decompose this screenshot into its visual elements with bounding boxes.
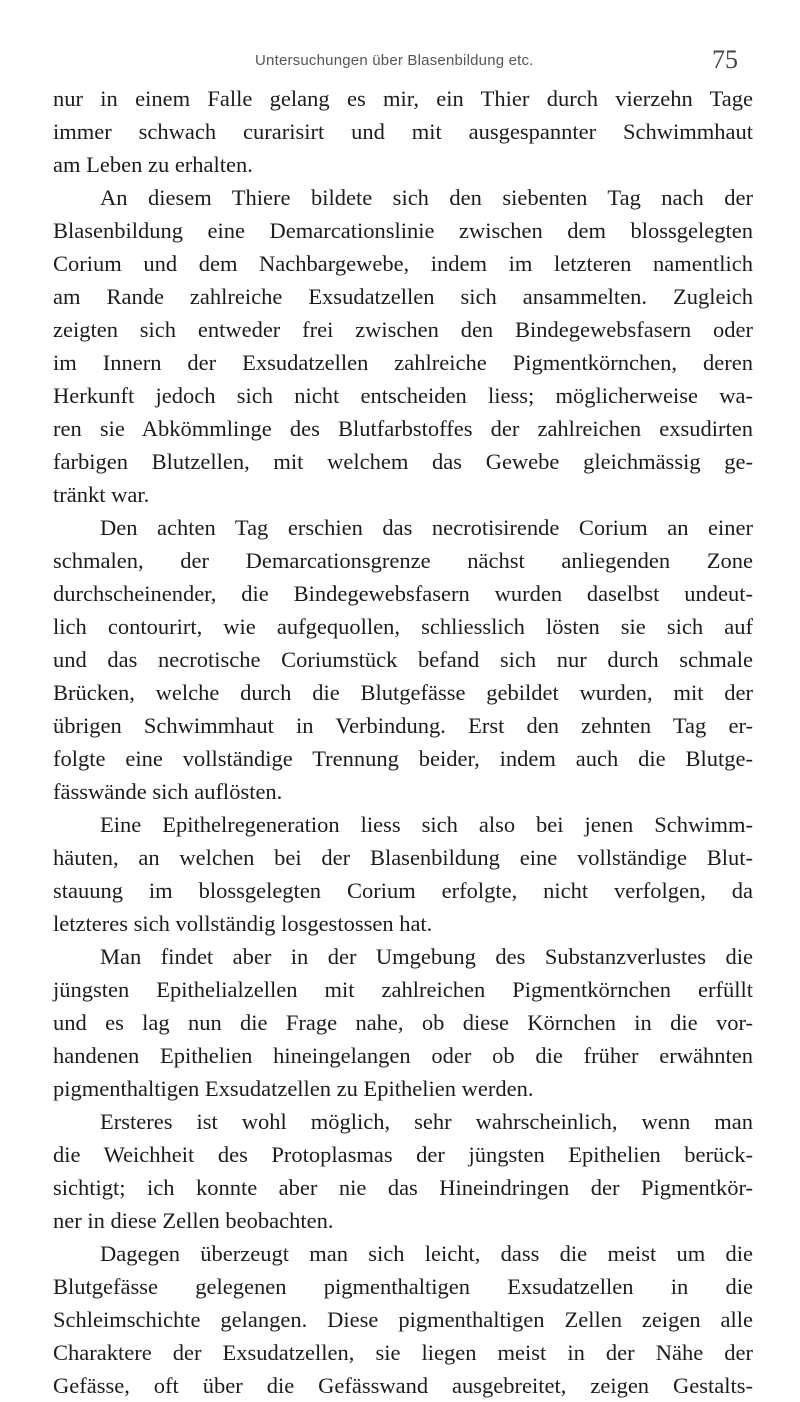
text-line: An diesem Thiere bildete sich den siebenten Tag nach der [100,185,753,210]
text-line: übrigen Schwimmhaut in Verbindung. Erst den zehnten Tag er- [53,713,753,738]
text-line: letzteres sich vollständig losgestossen hat. [53,911,433,936]
text-line: häuten, an welchen bei der Blasenbildung eine vollständige Blut- [53,845,753,870]
text-line: durchscheinender, die Bindegewebsfasern wurden daselbst undeut- [53,581,753,606]
text-line: Corium und dem Nachbargewebe, indem im letzteren namentlich [53,251,753,276]
text-line: und das necrotische Coriumstück befand sich nur durch schmale [53,647,753,672]
text-line: Herkunft jedoch sich nicht entscheiden liess; möglicherweise wa- [53,383,753,408]
text-line: ner in diese Zellen beobachten. [53,1208,334,1233]
running-head: Untersuchungen über Blasenbildung etc. [255,52,534,69]
text-line: stauung im blossgelegten Corium erfolgte, nicht verfolgen, da [53,878,753,903]
text-line: ren sie Abkömmlinge des Blutfarbstoffes der zahlreichen exsudirten [53,416,753,441]
text-line: lich contourirt, wie aufgequollen, schliesslich lösten sie sich auf [53,614,753,639]
text-line: jüngsten Epithelialzellen mit zahlreichen Pigmentkörnchen erfüllt [53,977,753,1002]
page-header [0,45,800,78]
text-line: Man findet aber in der Umgebung des Substanzverlustes die [100,944,753,969]
text-line: Charaktere der Exsudatzellen, sie liegen meist in der Nähe der [53,1340,753,1365]
text-line: immer schwach curarisirt und mit ausgespannter Schwimmhaut [53,119,753,144]
text-line: am Leben zu erhalten. [53,152,253,177]
text-line: tränkt war. [53,482,150,507]
text-line: schmalen, der Demarcationsgrenze nächst anliegenden Zone [53,548,753,573]
text-line: fässwände sich auflösten. [53,779,283,804]
body-text [53,82,753,1402]
text-line: im Innern der Exsudatzellen zahlreiche Pigmentkörnchen, deren [53,350,753,375]
text-line: Gefässe, oft über die Gefässwand ausgebreitet, zeigen Gestalts- [53,1373,753,1398]
page-number: 75 [712,45,738,74]
text-line: Blutgefässe gelegenen pigmenthaltigen Exsudatzellen in die [53,1274,753,1299]
text-line: die Weichheit des Protoplasmas der jüngsten Epithelien berück- [53,1142,753,1167]
text-line: Den achten Tag erschien das necrotisirende Corium an einer [100,515,753,540]
text-line: Brücken, welche durch die Blutgefässe gebildet wurden, mit der [53,680,753,705]
text-line: folgte eine vollständige Trennung beider, indem auch die Blutge- [53,746,753,771]
text-line: und es lag nun die Frage nahe, ob diese Körnchen in die vor- [53,1010,753,1035]
text-line: handenen Epithelien hineingelangen oder ob die früher erwähnten [53,1043,753,1068]
text-line: am Rande zahlreiche Exsudatzellen sich ansammelten. Zugleich [53,284,753,309]
text-line: Dagegen überzeugt man sich leicht, dass die meist um die [100,1241,753,1266]
text-line: Ersteres ist wohl möglich, sehr wahrscheinlich, wenn man [100,1109,753,1134]
text-line: Schleimschichte gelangen. Diese pigmenthaltigen Zellen zeigen alle [53,1307,753,1332]
text-line: Eine Epithelregeneration liess sich also bei jenen Schwimm- [100,812,753,837]
text-line: Blasenbildung eine Demarcationslinie zwischen dem blossgelegten [53,218,753,243]
text-line: sichtigt; ich konnte aber nie das Hineindringen der Pigmentkör- [53,1175,753,1200]
text-line: farbigen Blutzellen, mit welchem das Gewebe gleichmässig ge- [53,449,753,474]
text-line: nur in einem Falle gelang es mir, ein Thier durch vierzehn Tage [53,86,753,111]
text-line: zeigten sich entweder frei zwischen den Bindegewebsfasern oder [53,317,753,342]
text-line: pigmenthaltigen Exsudatzellen zu Epithelien werden. [53,1076,534,1101]
